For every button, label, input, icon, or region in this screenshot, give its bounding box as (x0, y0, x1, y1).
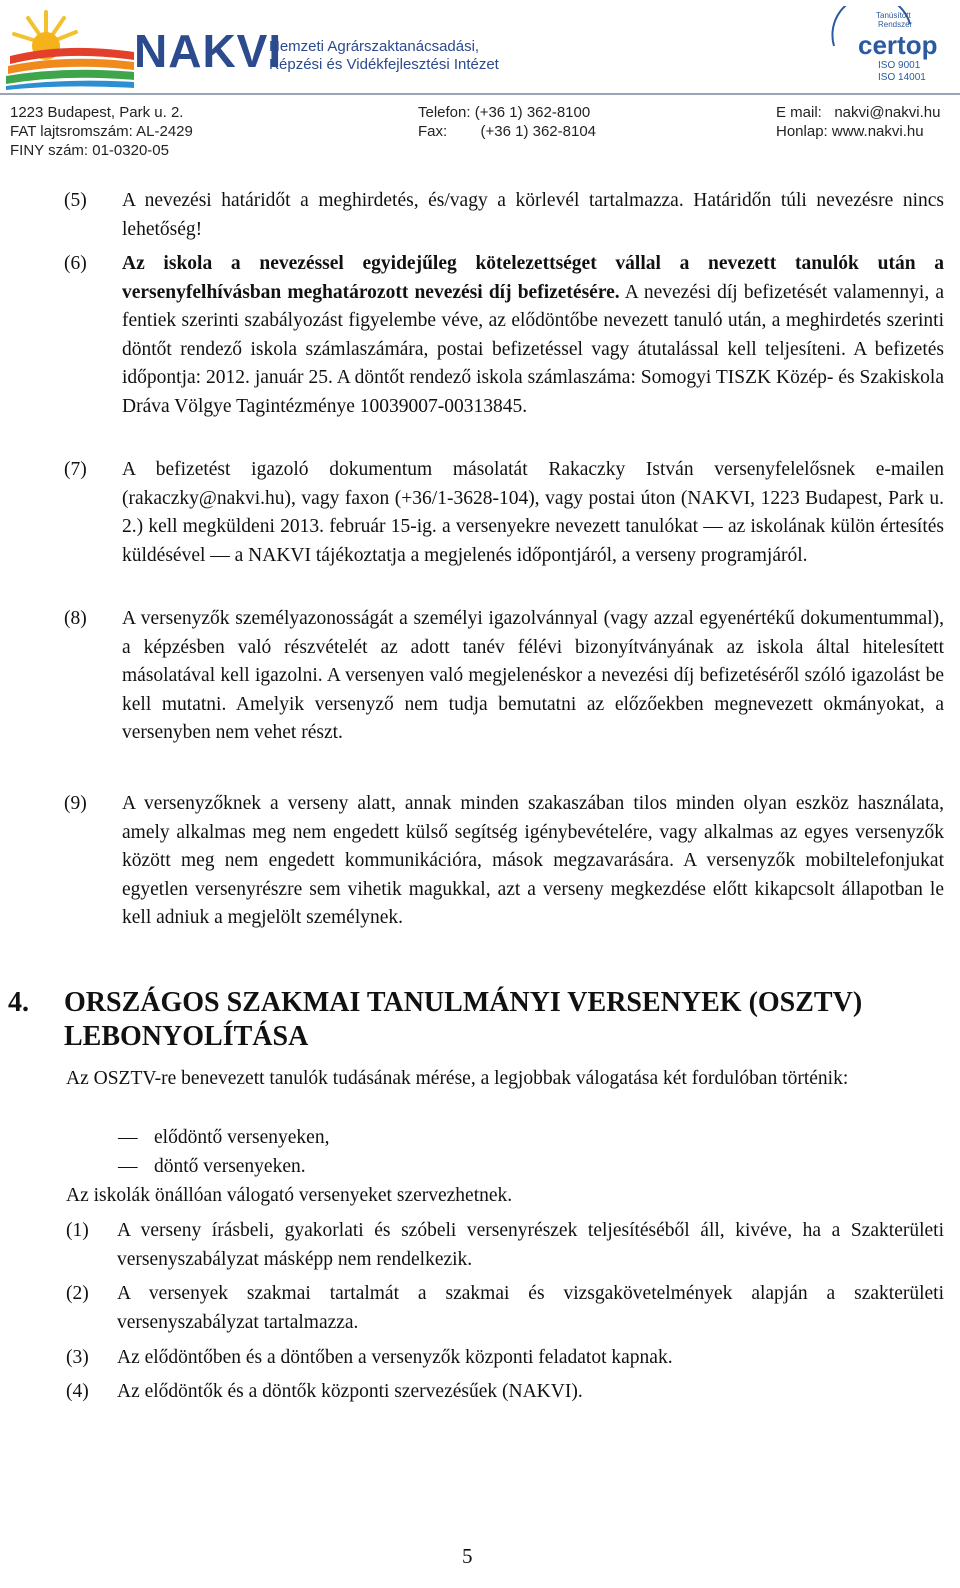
brand-desc-line: Nemzeti Agrárszaktanácsadási, (269, 38, 480, 55)
list-item: döntő versenyeken. (154, 1156, 306, 1177)
address: 1223 Budapest, Park u. 2. (10, 104, 184, 121)
section-intro: Az OSZTV-re benevezett tanulók tudásának mérése, a legjobbak válogatása két fordulóban történik: (66, 1068, 849, 1089)
cert-line: Tanúsított (876, 11, 911, 20)
certop-certification-logo (812, 6, 952, 86)
cert-iso: ISO 9001 (878, 60, 921, 71)
item-number: (8) (64, 608, 87, 629)
finy-number: FINY szám: 01-0320-05 (10, 142, 169, 159)
item-number: (9) (64, 793, 87, 814)
sun-logo-icon (6, 4, 136, 90)
dash-bullet: — (118, 1156, 138, 1177)
item-text: A verseny írásbeli, gyakorlati és szóbeli versenyrészek teljesítéséből áll, kivéve, ha a Szakterületi versenyszabályzat másképp nem rendelkezik. (117, 1220, 944, 1270)
item-text (122, 250, 944, 422)
item-text: A nevezési határidőt a meghirdetés, és/vagy a körlevél tartalmazza. Határidőn túli nevezésre nincs lehetőség! (122, 190, 944, 240)
item-number: (2) (66, 1283, 89, 1304)
email[interactable]: E mail: nakvi@nakvi.hu (776, 104, 941, 121)
item-number: (1) (66, 1220, 89, 1241)
phone: Telefon: (+36 1) 362-8100 (418, 104, 591, 121)
header-phone-block (418, 103, 596, 141)
header-divider (0, 93, 960, 95)
item-text: A versenyzők személyazonosságát a személyi igazolvánnyal (vagy azzal egyenértékű dokumentummal), a képzésben való részvételét az adott tanév félévi bizonyítványának az iskola által hitelesített másolatával kell igazolni. A versenyen való megjelenéskor a nevezési díj befizetéséről szóló igazolást be kell mutatni. Amelyik versenyző nem tudja bemutatni az előzőekben megnevezett okmányokat, a versenyben nem vehet részt. (122, 608, 944, 744)
brand-description (269, 38, 499, 74)
item-number: (4) (66, 1381, 89, 1402)
item-text: A versenyzőknek a verseny alatt, annak minden szakaszában tilos minden olyan eszköz használata, amely alkalmas meg nem engedett külső segítség igénybevételére, vagy alkalmas az egyes versenyzők között meg nem engedett kommunikációra, mások megzavarására. A versenyzők mobiltelefonjukat egyetlen versenyrészre sem vihetik magukkal, azt a verseny megkezdése előtt kikapcsolt állapotban le kell adniuk a megjelölt személynek. (122, 793, 944, 929)
item-number: (3) (66, 1347, 89, 1368)
item-rest-text: A nevezési díj befizetését valamennyi, a fentiek szerinti szabályozást figyelembe véve, az elődöntőbe nevezett tanuló után, a meghirdetés szerinti döntőt rendező iskola számlaszámára, postai befizetéssel vagy átutalással kell teljesíteni. A befizetés időpontja: 2012. január 25. A döntőt rendező iskola számlaszáma: Somogyi TISZK Közép- és Szakiskola Dráva Völgye Tagintézménye 10039007-00313845. (122, 281, 944, 417)
letterhead (0, 0, 960, 170)
website[interactable]: Honlap: www.nakvi.hu (776, 123, 924, 140)
dash-bullet: — (118, 1127, 138, 1148)
cert-iso: ISO 14001 (878, 72, 926, 83)
cert-line: Rendszer (878, 20, 913, 29)
section-number: 4. (8, 987, 29, 1018)
brand-name: NAKVI (134, 25, 283, 77)
header-contact-block (776, 103, 940, 141)
fat-number: FAT lajtsromszám: AL-2429 (10, 123, 193, 140)
page-number: 5 (462, 1544, 473, 1568)
item-bold-text: Az iskola a nevezéssel egyidejűleg kötelezettséget vállal a nevezett tanulók után a versenyfelhívásban meghatározott nevezési díj befizetésére. (122, 253, 944, 303)
item-text: A befizetést igazoló dokumentum másolatát Rakaczky István versenyfelelősnek e-mailen (rakaczky@nakvi.hu), vagy faxon (+36/1-3628-104), vagy postai úton (NAKVI, 1223 Budapest, Park u. 2.) kell megküldeni 2013. február 15-ig. a versenyekre nevezett tanulókat — az iskolának külön értesítés küldésével — a NAKVI tájékoztatja a megjelenés időpontjáról, a verseny programjáról. (122, 459, 944, 566)
item-text: Az elődöntők és a döntők központi szervezésűek (NAKVI). (117, 1381, 583, 1402)
item-number: (5) (64, 190, 87, 211)
section-title: ORSZÁGOS SZAKMAI TANULMÁNYI VERSENYEK (OSZTV) LEBONYOLÍTÁSA (64, 987, 863, 1052)
item-text: Az elődöntőben és a döntőben a versenyzők központi feladatot kapnak. (117, 1347, 673, 1368)
section-note: Az iskolák önállóan válogató versenyeket szervezhetnek. (66, 1185, 513, 1206)
item-number: (7) (64, 459, 87, 480)
brand-desc-line: Képzési és Vidékfejlesztési Intézet (269, 56, 499, 73)
fax: Fax: (+36 1) 362-8104 (418, 123, 597, 140)
item-number: (6) (64, 253, 87, 274)
header-address-block (10, 103, 193, 160)
list-item: elődöntő versenyeken, (154, 1127, 330, 1148)
item-text: A versenyek szakmai tartalmát a szakmai és vizsgakövetelmények alapján a szakterületi versenyszabályzat tartalmazza. (117, 1283, 944, 1333)
cert-brand: certop (858, 30, 938, 60)
